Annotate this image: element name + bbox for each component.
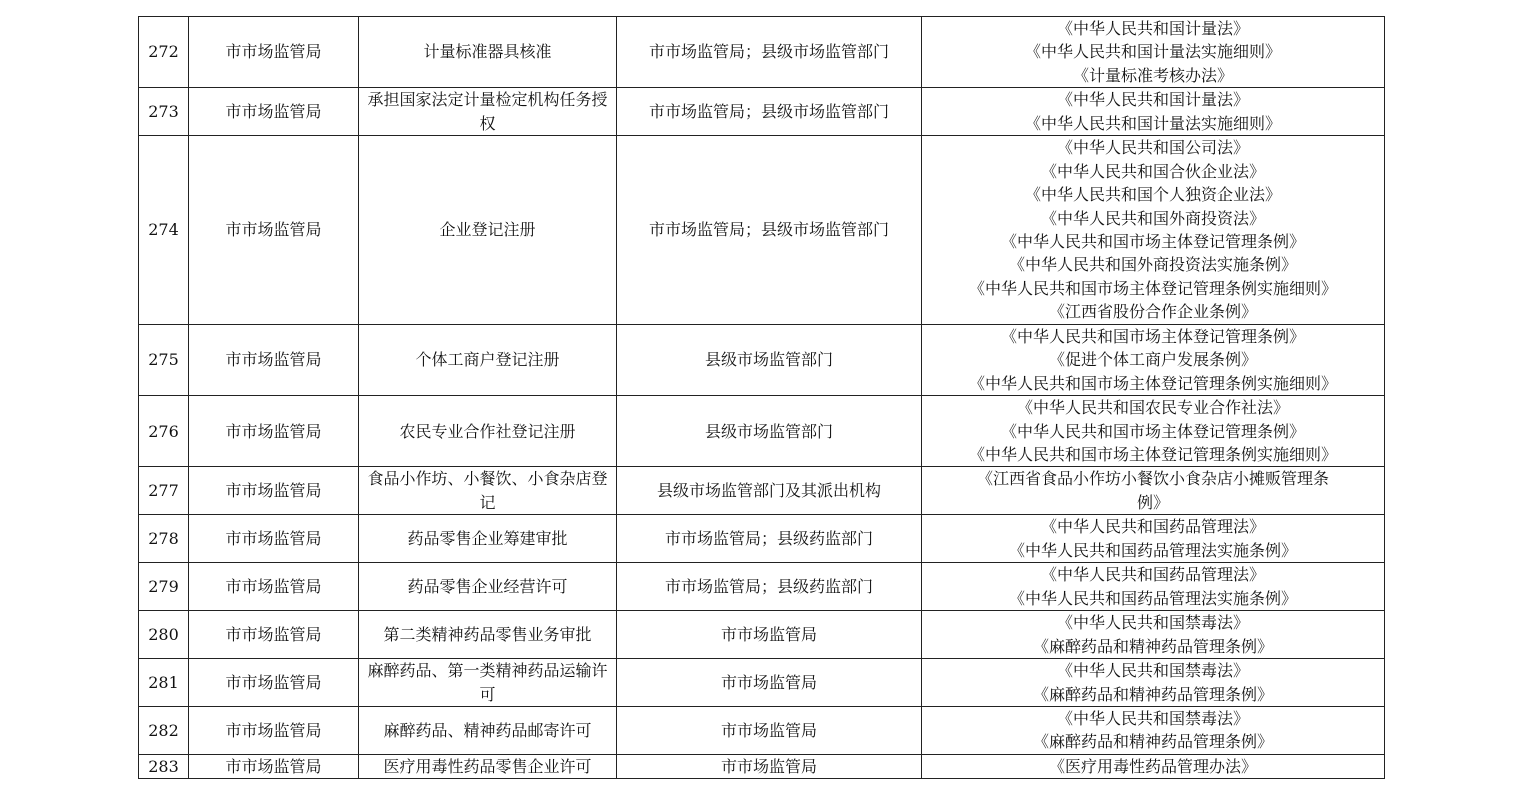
row-number: 273	[139, 88, 189, 136]
responsible-org: 市市场监管局	[189, 325, 359, 396]
row-number: 272	[139, 17, 189, 88]
responsible-org: 市市场监管局	[189, 136, 359, 325]
implementing-department	[617, 659, 922, 707]
implementing-department-text: 县级市场监管部门及其派出机构	[656, 481, 881, 501]
law-reference: 例》	[1136, 492, 1169, 512]
approval-item-text: 企业登记注册	[439, 220, 536, 240]
approval-item-text: 麻醉药品、第一类精神药品运输许可	[367, 661, 608, 704]
responsible-org: 市市场监管局	[189, 706, 359, 754]
law-reference: 《中华人民共和国计量法》	[1056, 19, 1249, 38]
approval-item	[359, 706, 617, 754]
legal-basis	[922, 754, 1385, 778]
row-number: 274	[139, 136, 189, 325]
table-row	[139, 325, 1385, 396]
table-body	[139, 17, 1385, 779]
table-row	[139, 659, 1385, 707]
approval-item-text: 第二类精神药品零售业务审批	[383, 624, 592, 644]
approval-item-text: 计量标准器具核准	[423, 42, 552, 62]
approval-item	[359, 611, 617, 659]
legal-basis	[922, 515, 1385, 563]
implementing-department	[617, 396, 922, 467]
table-row	[139, 515, 1385, 563]
legal-basis	[922, 706, 1385, 754]
implementing-department	[617, 467, 922, 515]
approval-item-text: 药品零售企业经营许可	[407, 576, 568, 596]
law-reference: 《江西省股份合作企业条例》	[1048, 302, 1257, 322]
approval-item-text: 医疗用毒性药品零售企业许可	[383, 756, 592, 776]
implementing-department	[617, 515, 922, 563]
approval-item	[359, 515, 617, 563]
implementing-department-text: 市市场监管局	[720, 624, 817, 644]
table-row	[139, 563, 1385, 611]
implementing-department-text: 市市场监管局	[720, 756, 817, 776]
approval-item	[359, 88, 617, 136]
responsible-org: 市市场监管局	[189, 467, 359, 515]
law-reference: 《中华人民共和国合伙企业法》	[1040, 161, 1265, 181]
row-number: 282	[139, 706, 189, 754]
implementing-department-text: 市市场监管局；县级市场监管部门	[648, 42, 889, 62]
law-reference: 《医疗用毒性药品管理办法》	[1048, 756, 1257, 776]
law-reference: 《中华人民共和国外商投资法》	[1040, 208, 1265, 228]
legal-basis	[922, 396, 1385, 467]
approval-item-text: 农民专业合作社登记注册	[399, 421, 576, 441]
legal-basis	[922, 563, 1385, 611]
implementing-department	[617, 754, 922, 778]
table-row	[139, 396, 1385, 467]
responsible-org: 市市场监管局	[189, 611, 359, 659]
approval-items-table	[138, 16, 1385, 779]
table-row	[139, 17, 1385, 88]
table-row	[139, 88, 1385, 136]
table-row	[139, 467, 1385, 515]
legal-basis	[922, 88, 1385, 136]
approval-item-text: 麻醉药品、精神药品邮寄许可	[383, 720, 592, 740]
law-reference: 《中华人民共和国个人独资企业法》	[1024, 185, 1281, 205]
implementing-department	[617, 325, 922, 396]
implementing-department-text: 县级市场监管部门	[704, 421, 833, 441]
law-reference: 《中华人民共和国农民专业合作社法》	[1016, 398, 1289, 418]
implementing-department-text: 市市场监管局；县级市场监管部门	[648, 101, 889, 121]
implementing-department	[617, 136, 922, 325]
law-reference: 《中华人民共和国计量法实施细则》	[1024, 42, 1281, 62]
legal-basis	[922, 17, 1385, 88]
approval-item	[359, 563, 617, 611]
legal-basis	[922, 659, 1385, 707]
legal-basis	[922, 467, 1385, 515]
legal-basis	[922, 325, 1385, 396]
law-reference: 《中华人民共和国市场主体登记管理条例》	[1000, 232, 1305, 252]
law-reference: 《中华人民共和国市场主体登记管理条例实施细则》	[968, 278, 1337, 298]
approval-item	[359, 136, 617, 325]
table-row	[139, 611, 1385, 659]
law-reference: 《促进个体工商户发展条例》	[1048, 350, 1257, 370]
implementing-department-text: 市市场监管局	[720, 720, 817, 740]
implementing-department	[617, 611, 922, 659]
law-reference: 《中华人民共和国市场主体登记管理条例实施细则》	[968, 373, 1337, 393]
table-row	[139, 754, 1385, 778]
law-reference: 《中华人民共和国药品管理法》	[1040, 517, 1265, 537]
approval-item-text: 食品小作坊、小餐饮、小食杂店登记	[367, 469, 608, 512]
implementing-department-text: 市市场监管局	[720, 672, 817, 692]
law-reference: 《江西省食品小作坊小餐饮小食杂店小摊贩管理条	[976, 469, 1329, 489]
table-row	[139, 706, 1385, 754]
responsible-org: 市市场监管局	[189, 515, 359, 563]
approval-item	[359, 17, 617, 88]
law-reference: 《中华人民共和国公司法》	[1056, 138, 1249, 158]
responsible-org: 市市场监管局	[189, 754, 359, 778]
law-reference: 《中华人民共和国计量法实施细则》	[1024, 113, 1281, 133]
law-reference: 《中华人民共和国药品管理法实施条例》	[1008, 540, 1297, 560]
approval-item	[359, 659, 617, 707]
implementing-department	[617, 88, 922, 136]
responsible-org: 市市场监管局	[189, 396, 359, 467]
legal-basis	[922, 136, 1385, 325]
law-reference: 《中华人民共和国市场主体登记管理条例实施细则》	[968, 445, 1337, 465]
responsible-org: 市市场监管局	[189, 88, 359, 136]
row-number: 283	[139, 754, 189, 778]
law-reference: 《中华人民共和国市场主体登记管理条例》	[1000, 421, 1305, 441]
row-number: 275	[139, 325, 189, 396]
implementing-department-text: 市市场监管局；县级药监部门	[664, 576, 873, 596]
approval-item-text: 承担国家法定计量检定机构任务授权	[367, 90, 608, 133]
table-row	[139, 136, 1385, 325]
responsible-org: 市市场监管局	[189, 563, 359, 611]
law-reference: 《中华人民共和国禁毒法》	[1056, 708, 1249, 728]
implementing-department	[617, 563, 922, 611]
row-number: 276	[139, 396, 189, 467]
law-reference: 《中华人民共和国市场主体登记管理条例》	[1000, 327, 1305, 347]
row-number: 278	[139, 515, 189, 563]
approval-item	[359, 325, 617, 396]
row-number: 279	[139, 563, 189, 611]
law-reference: 《中华人民共和国禁毒法》	[1056, 613, 1249, 633]
approval-item	[359, 396, 617, 467]
row-number: 281	[139, 659, 189, 707]
legal-basis	[922, 611, 1385, 659]
implementing-department-text: 县级市场监管部门	[704, 350, 833, 370]
law-reference: 《中华人民共和国药品管理法实施条例》	[1008, 588, 1297, 608]
law-reference: 《中华人民共和国药品管理法》	[1040, 565, 1265, 585]
implementing-department-text: 市市场监管局；县级药监部门	[664, 528, 873, 548]
row-number: 277	[139, 467, 189, 515]
responsible-org: 市市场监管局	[189, 659, 359, 707]
approval-item-text: 个体工商户登记注册	[415, 350, 560, 370]
approval-item	[359, 754, 617, 778]
implementing-department	[617, 706, 922, 754]
implementing-department-text: 市市场监管局；县级市场监管部门	[648, 220, 889, 240]
law-reference: 《中华人民共和国外商投资法实施条例》	[1008, 255, 1297, 275]
approval-item	[359, 467, 617, 515]
approval-item-text: 药品零售企业筹建审批	[407, 528, 568, 548]
law-reference: 《麻醉药品和精神药品管理条例》	[1032, 684, 1273, 704]
law-reference: 《计量标准考核办法》	[1072, 65, 1233, 85]
law-reference: 《中华人民共和国计量法》	[1056, 90, 1249, 110]
responsible-org: 市市场监管局	[189, 17, 359, 88]
law-reference: 《中华人民共和国禁毒法》	[1056, 661, 1249, 681]
law-reference: 《麻醉药品和精神药品管理条例》	[1032, 636, 1273, 656]
implementing-department	[617, 17, 922, 88]
row-number: 280	[139, 611, 189, 659]
law-reference: 《麻醉药品和精神药品管理条例》	[1032, 732, 1273, 752]
